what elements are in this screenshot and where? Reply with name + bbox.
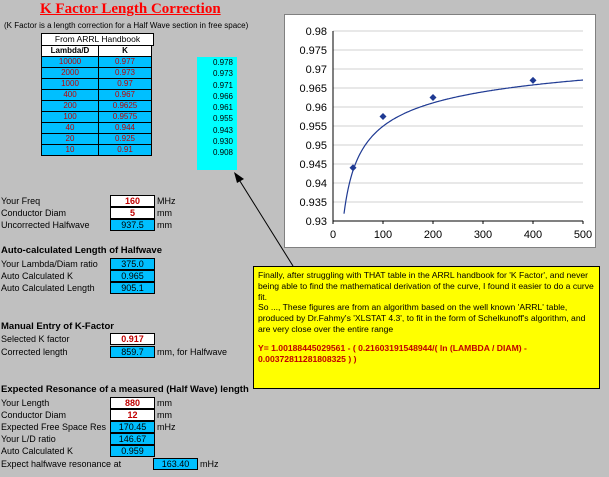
computed-k-cell[interactable]: 0.971 xyxy=(212,80,233,90)
cell-lambda[interactable]: 200 xyxy=(42,101,99,112)
cell-lambda[interactable]: 100 xyxy=(42,112,99,123)
cell-k[interactable]: 0.97 xyxy=(99,79,152,90)
uncorrected-unit: mm xyxy=(157,220,172,230)
annotation-arrow xyxy=(230,170,300,270)
y-tick-label: 0.94 xyxy=(305,178,327,190)
table-row xyxy=(42,57,152,68)
computed-k-cell[interactable]: 0.973 xyxy=(212,69,233,79)
explanation-note xyxy=(253,266,600,389)
table-row xyxy=(42,145,152,156)
cell-k[interactable]: 0.944 xyxy=(99,123,152,134)
handbook-table xyxy=(41,45,152,156)
computed-k-cell[interactable]: 0.966 xyxy=(212,91,233,101)
auto-section-heading: Auto-calculated Length of Halfwave xyxy=(1,245,162,256)
cell-k[interactable]: 0.973 xyxy=(99,68,152,79)
cell-k[interactable]: 0.977 xyxy=(99,57,152,68)
note-formula: Y= 1.00188445029561 - ( 0.21603191548944/( ln (LAMBDA / DIAM) - 0.00372811281808325 ) ) xyxy=(258,342,527,364)
x-tick-label: 200 xyxy=(423,229,443,241)
res-length-label: Your Length xyxy=(1,398,50,408)
table-row xyxy=(42,68,152,79)
ratio-value[interactable]: 375.0 xyxy=(110,258,155,270)
computed-k-cell[interactable]: 0.978 xyxy=(212,58,233,67)
uncorrected-value[interactable]: 937.5 xyxy=(110,219,155,231)
cell-k[interactable]: 0.9625 xyxy=(99,101,152,112)
table-row xyxy=(42,123,152,134)
res-auto-k-label: Auto Calculated K xyxy=(1,446,74,456)
table-row xyxy=(42,134,152,145)
cell-lambda[interactable]: 40 xyxy=(42,123,99,134)
cell-k[interactable]: 0.925 xyxy=(99,134,152,145)
cell-lambda[interactable]: 1000 xyxy=(42,79,99,90)
y-tick-label: 0.97 xyxy=(305,64,327,76)
y-tick-label: 0.98 xyxy=(305,26,327,38)
y-tick-label: 0.935 xyxy=(299,197,327,209)
corrected-length-unit: mm, for Halfwave xyxy=(157,347,228,357)
computed-k-column xyxy=(197,57,237,170)
ld-ratio-value[interactable]: 146.67 xyxy=(110,433,155,445)
page-title: K Factor Length Correction xyxy=(40,1,221,17)
y-tick-label: 0.945 xyxy=(299,159,327,171)
x-tick-label: 100 xyxy=(373,229,393,241)
selected-k-input[interactable]: 0.917 xyxy=(110,333,155,345)
auto-k-label: Auto Calculated K xyxy=(1,271,74,281)
ld-ratio-label: Your L/D ratio xyxy=(1,434,56,444)
k-factor-chart[interactable] xyxy=(284,14,596,248)
handbook-table-heading: From ARRL Handbook xyxy=(41,33,154,46)
x-tick-label: 0 xyxy=(329,229,337,241)
manual-section-heading: Manual Entry of K-Factor xyxy=(1,321,114,332)
cell-lambda[interactable]: 20 xyxy=(42,134,99,145)
freq-input[interactable]: 160 xyxy=(110,195,155,207)
auto-k-value[interactable]: 0.965 xyxy=(110,270,155,282)
computed-k-cell[interactable]: 0.961 xyxy=(212,103,233,113)
cell-lambda[interactable]: 2000 xyxy=(42,68,99,79)
x-tick-label: 400 xyxy=(523,229,543,241)
cell-lambda[interactable]: 10000 xyxy=(42,57,99,68)
free-space-label: Expected Free Space Res xyxy=(1,422,107,432)
corrected-length-value[interactable]: 859.7 xyxy=(110,346,155,358)
expected-resonance-unit: mHz xyxy=(200,459,219,469)
table-row xyxy=(42,112,152,123)
free-space-value[interactable]: 170.45 xyxy=(110,421,155,433)
cell-k[interactable]: 0.91 xyxy=(99,145,152,156)
computed-k-cell[interactable]: 0.930 xyxy=(212,137,233,147)
auto-length-value[interactable]: 905.1 xyxy=(110,282,155,294)
y-tick-label: 0.955 xyxy=(299,121,327,133)
cell-lambda[interactable]: 400 xyxy=(42,90,99,101)
computed-k-cell[interactable]: 0.943 xyxy=(212,125,233,135)
note-paragraph-2: So ..., These figures are from an algorithm based on the well known 'ARRL' table, produced by Dr.Fahmy's 'XLSTAT 4.3', to fit in the form of Schelkunoff's algorithm, and are very close over the entire range xyxy=(258,302,586,334)
ratio-label: Your Lambda/Diam ratio xyxy=(1,259,98,269)
x-tick-label: 500 xyxy=(573,229,593,241)
data-point xyxy=(430,94,437,101)
free-space-unit: mHz xyxy=(157,422,176,432)
res-diam-input[interactable]: 12 xyxy=(110,409,155,421)
diam-unit: mm xyxy=(157,208,172,218)
auto-length-label: Auto Calculated Length xyxy=(1,283,95,293)
res-diam-unit: mm xyxy=(157,410,172,420)
cell-lambda[interactable]: 10 xyxy=(42,145,99,156)
selected-k-label: Selected K factor xyxy=(1,334,70,344)
col-header-k: K xyxy=(99,46,152,57)
diam-label: Conductor Diam xyxy=(1,208,67,218)
computed-k-cell[interactable]: 0.908 xyxy=(212,148,233,158)
cell-k[interactable]: 0.967 xyxy=(99,90,152,101)
freq-unit: MHz xyxy=(157,196,176,206)
y-tick-label: 0.96 xyxy=(305,102,327,114)
data-point xyxy=(380,113,387,120)
res-auto-k-value[interactable]: 0.959 xyxy=(110,445,155,457)
data-point xyxy=(530,77,537,84)
expected-resonance-label: Expect halfwave resonance at xyxy=(1,459,122,469)
fit-curve-line xyxy=(344,80,583,214)
res-length-input[interactable]: 880 xyxy=(110,397,155,409)
res-length-unit: mm xyxy=(157,398,172,408)
y-tick-label: 0.95 xyxy=(305,140,327,152)
computed-k-cell[interactable]: 0.955 xyxy=(212,114,233,124)
y-tick-label: 0.975 xyxy=(299,45,327,57)
col-header-lambda: Lambda/D xyxy=(42,46,99,57)
cell-k[interactable]: 0.9575 xyxy=(99,112,152,123)
chart-canvas xyxy=(285,15,595,247)
expected-resonance-value[interactable]: 163.40 xyxy=(153,458,198,470)
table-row xyxy=(42,79,152,90)
diam-input[interactable]: 5 xyxy=(110,207,155,219)
corrected-length-label: Corrected length xyxy=(1,347,68,357)
table-row xyxy=(42,90,152,101)
y-tick-label: 0.93 xyxy=(305,216,327,228)
y-tick-label: 0.965 xyxy=(299,83,327,95)
res-diam-label: Conductor Diam xyxy=(1,410,67,420)
resonance-section-heading: Expected Resonance of a measured (Half Wave) length xyxy=(1,384,249,395)
x-tick-label: 300 xyxy=(473,229,493,241)
table-row xyxy=(42,101,152,112)
page-subtitle: (K Factor is a length correction for a Half Wave section in free space) xyxy=(4,21,249,30)
note-paragraph-1: Finally, after struggling with THAT table in the ARRL handbook for 'K Factor', and never being able to find the mathematical derivation of the curve, I found it easier to do a curve fit. xyxy=(258,270,594,302)
freq-label: Your Freq xyxy=(1,196,41,206)
uncorrected-label: Uncorrected Halfwave xyxy=(1,220,90,230)
